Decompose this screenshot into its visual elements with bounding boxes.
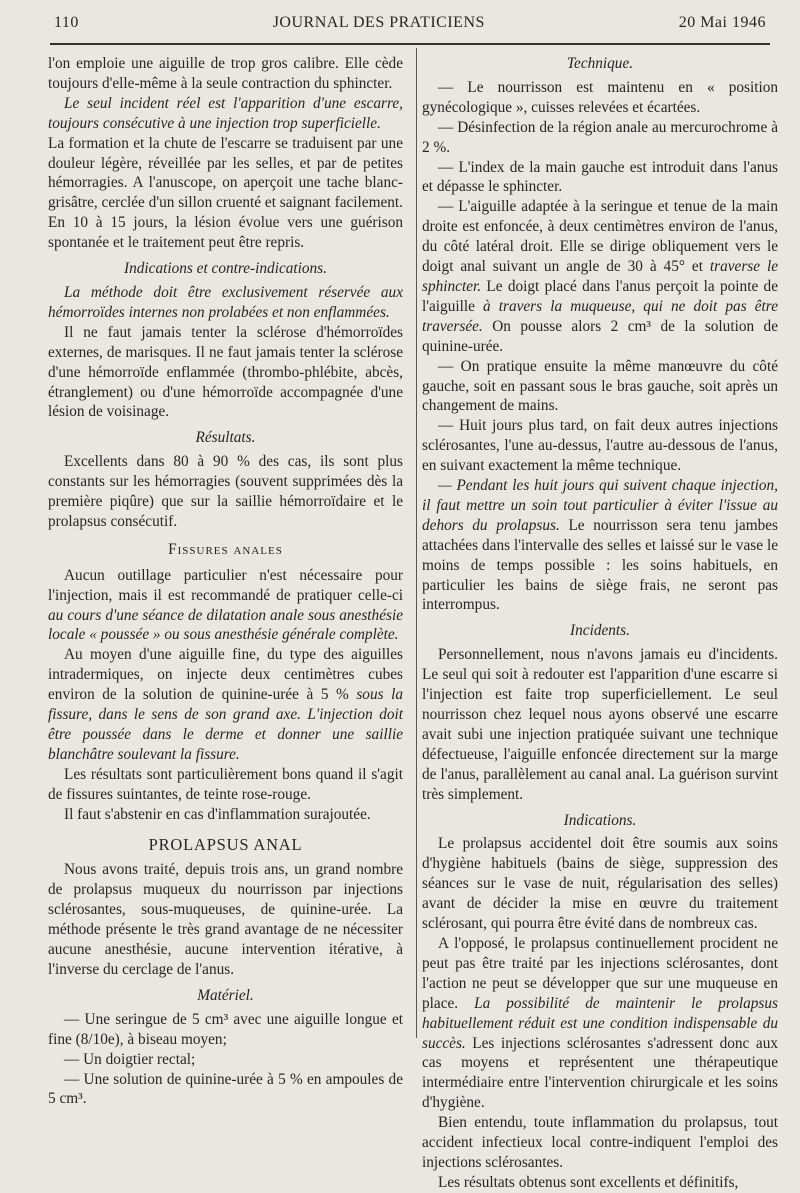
journal-title: JOURNAL DES PRATICIENS	[272, 14, 485, 31]
paragraph: Les résultats obtenus sont excellents et définitifs,	[438, 1173, 739, 1191]
section-heading-resultats: Résultats.	[195, 429, 256, 447]
section-heading-indications: Indications et contre-indications.	[124, 260, 327, 278]
list-item: — Une solution de quinine-urée à 5 % en ampoules de 5 cm³.	[48, 1070, 403, 1108]
list-item: — L'index de la main gauche est introduit dans l'anus et dépasse le sphincter.	[422, 158, 778, 196]
paragraph: Aucun outillage particulier n'est nécessaire pour l'injection, mais il est recommandé de pratiquer celle-ci au cours d'une séance de dilatation anale sous anesthésie locale « poussée » ou sous anesthésie générale complète.	[48, 566, 403, 644]
page-header	[54, 14, 766, 38]
list-item: — On pratique ensuite la même manœuvre du côté gauche, soit en passant sous le bras gauche, soit après un changement de mains.	[422, 357, 778, 415]
paragraph: La méthode doit être exclusivement réservée aux hémorroïdes internes non prolabées et non enflammées.	[48, 283, 403, 321]
paragraph: A l'opposé, le prolapsus continuellement procident ne peut pas être traité par les injections sclérosantes, dont l'action ne peut se développer que sur une muqueuse en place. La possibilité de maintenir le prolapsus habituellement réduit est une condition indispensable du succès. Les injections sclérosantes s'adressent donc aux cas moyens et représentent une thérapeutique intermédiaire entre l'intervention chirurgicale et les soins d'hygiène.	[422, 934, 778, 1112]
paragraph: l'on emploie une aiguille de trop gros calibre. Elle cède toujours d'elle-même à la seule contraction du sphincter.	[48, 55, 403, 92]
header-rule	[50, 43, 770, 45]
paragraph: Le seul incident réel est l'apparition d'une escarre, toujours consécutive à une injection trop superficielle.	[48, 94, 403, 132]
paragraph: Nous avons traité, depuis trois ans, un grand nombre de prolapsus muqueux du nourrisson par injections sclérosantes, sous-muqueuses, de quinine-urée. La méthode présente le très grand avantage de ne nécessiter aucune anesthésie, aucune intervention itérative, à l'inverse du cerclage de l'anus.	[48, 861, 403, 978]
list-item: — Huit jours plus tard, on fait deux autres injections sclérosantes, l'une au-dessus, l'autre au-dessous de l'anus, en suivant exactement la même technique.	[422, 417, 778, 475]
paragraph: Les résultats sont particulièrement bons quand il s'agit de fissures suintantes, de teinte rose-rouge.	[48, 765, 403, 803]
paragraph: Personnellement, nous n'avons jamais eu d'incidents. Le seul qui soit à redouter est l'apparition d'une escarre si l'injection est faite trop superficiellement. Le seul nourrisson chez lequel nous ayons observé une escarre avait subi une injection pratiquée suivant une technique défectueuse, l'aiguille enfoncée directement sur la marge de l'anus, parallèlement au canal anal. La guérison survint très simplement.	[422, 646, 778, 803]
list-item: — Un doigtier rectal;	[64, 1050, 196, 1068]
list-item: — Le nourrisson est maintenu en « position gynécologique », cuisses relevées et écartées.	[422, 78, 778, 116]
section-heading-incidents: Incidents.	[570, 622, 630, 640]
list-item: — Pendant les huit jours qui suivent chaque injection, il faut mettre un soin tout particulier à éviter l'issue au dehors du prolapsus. Le nourrisson sera tenu jambes attachées dans l'intervalle des selles et laissé sur le vase le moins de temps possible : les soins habituels, en particulier les bains de siège frais, ne seront pas interrompus.	[422, 477, 778, 614]
paragraph: Excellents dans 80 à 90 % des cas, ils sont plus constants sur les hémorragies (souvent supprimées dès la première piqûre) que sur la saillie hémorroïdaire et le prolapsus consécutif.	[48, 453, 403, 530]
section-heading-technique: Technique.	[566, 55, 634, 72]
list-item: — Désinfection de la région anale au mercurochrome à 2 %.	[422, 118, 778, 156]
column-divider	[416, 48, 417, 1038]
right-column	[422, 54, 778, 1193]
paragraph: Au moyen d'une aiguille fine, du type des aiguilles intradermiques, on injecte deux centimètres cubes environ de la solution de quinine-urée à 5 % sous la fissure, dans le sens de son grand axe. L'injection doit être poussée dans le derme et donner une saillie blanchâtre soulevant la fissure.	[48, 646, 403, 763]
paragraph: La formation et la chute de l'escarre se traduisent par une douleur légère, réveillée par les selles, et par de petites hémorragies. A l'anuscope, on aperçoit une tache blanc-grisâtre, cerclée d'un sillon cruenté et saignant facilement. En 10 à 15 jours, la lésion évolue vers une guérison spontanée et le traitement peut être repris.	[48, 134, 403, 252]
section-heading-prolapsus: PROLAPSUS ANAL	[148, 834, 303, 854]
paragraph: Bien entendu, toute inflammation du prolapsus, tout accident infectieux local contre-indiquent l'emploi des injections sclérosantes.	[422, 1114, 778, 1171]
section-heading-indications: Indications.	[563, 811, 637, 829]
list-item: — L'aiguille adaptée à la seringue et tenue de la main droite est enfoncée, à deux centimètres environ de l'anus, du côté latéral droit. Elle se dirige obliquement vers le doigt anal suivant un angle de 30 à 45° et traverse le sphincter. Le doigt placé dans l'anus perçoit la pointe de l'aiguille à travers la muqueuse, qui ne doit pas être traversée. On pousse alors 2 cm³ de la solution de quinine-urée.	[422, 198, 778, 355]
paragraph: Il faut s'abstenir en cas d'inflammation surajoutée.	[64, 805, 371, 823]
issue-date: 20 Mai 1946	[678, 14, 766, 31]
page-number: 110	[54, 14, 79, 31]
paragraph: Il ne faut jamais tenter la sclérose d'hémorroïdes externes, de marisques. Il ne faut jamais tenter la sclérose d'une hémorroïde enflammée (thrombo-phlébite, abcès, étranglement) ou d'une hémorroïde accompagnée d'une lésion de voisinage.	[48, 323, 403, 421]
left-column	[48, 54, 403, 1109]
section-heading-materiel: Matériel.	[197, 986, 254, 1004]
paragraph: Le prolapsus accidentel doit être soumis aux soins d'hygiène habituels (bains de siège, suppression des séances sur le vase de nuit, régularisation des selles) avant de décider la mise en œuvre du traitement sclérosant, qui pourra être évité dans de nombreux cas.	[422, 835, 778, 933]
section-heading-fissures: Fissures anales	[168, 540, 283, 558]
list-item: — Une seringue de 5 cm³ avec une aiguille longue et fine (8/10e), à biseau moyen;	[48, 1010, 403, 1048]
